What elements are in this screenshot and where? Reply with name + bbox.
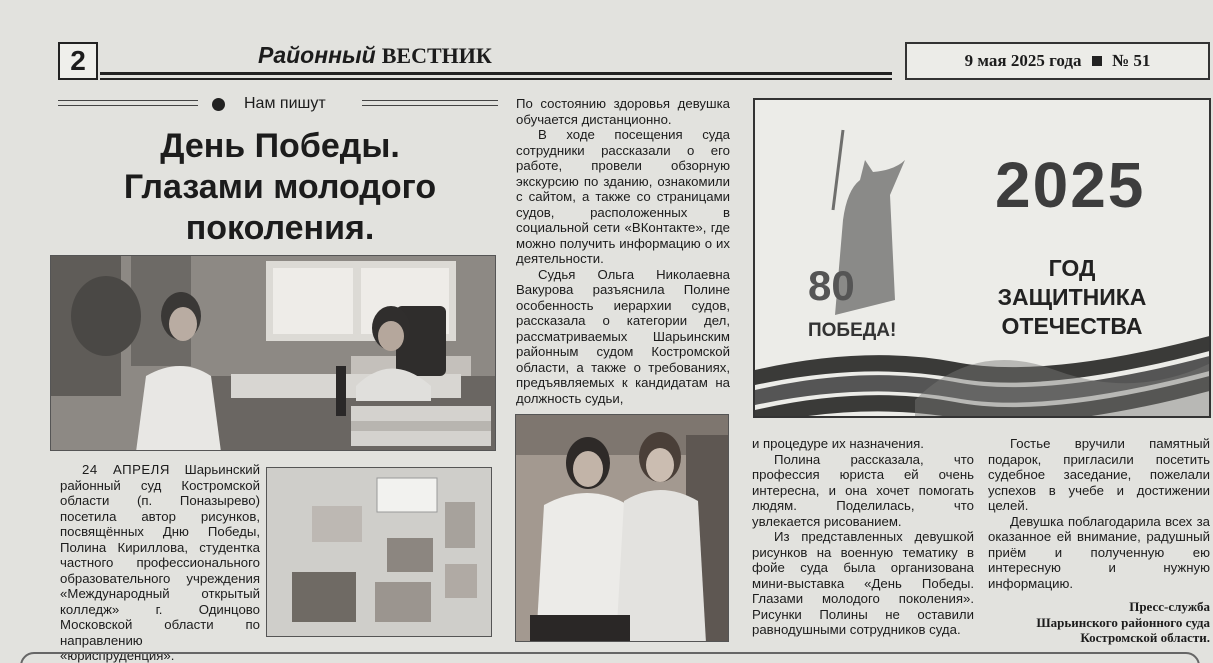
issue-date-box [905, 42, 1210, 80]
lead-text: Шарьинский районный суд Костромской области (п. Поназырево) посетила автор рисунков, посвящённых Дню Победы, Полина Кириллова, студентка частного профессионального образовательного учреждения «Международный открытый колледж» г. Одинцово Московской области по направлению «юриспруденция». [60, 462, 260, 663]
article-headline [100, 126, 460, 249]
paragraph: и процедуре их назначения. [752, 436, 924, 451]
paragraph: В ходе посещения суда сотрудники рассказали о его работе, провели обзорную экскурсию по зданию, ознакомили с сайтом, а также со страницами судов, расположенных в социальной сети «ВКонтакте», где можно получить информацию о их деятельности. [516, 127, 730, 266]
page-number: 2 [58, 42, 98, 80]
paragraph-intro [60, 462, 260, 663]
rubric-label: Нам пишут [244, 95, 326, 112]
lead-date: 24 АПРЕЛЯ [82, 462, 170, 477]
photo-drawings-exhibition [266, 467, 492, 637]
headline-line-2: Глазами молодого [123, 168, 437, 206]
paragraph: По состоянию здоровья девушка обучается дистанционно. [516, 96, 730, 127]
headline-line-3: поколения. [185, 209, 375, 247]
photo-meeting-illustration [51, 256, 496, 451]
newspaper-title-part2: ВЕСТНИК [381, 43, 492, 68]
article-signature [988, 599, 1210, 646]
paragraph: Из представленных девушкой рисунков на военную тематику в фойе суда была организована мини-выставка «День Победы. Глазами молодого поколения». Рисунки Полины не оставили равнодушными сотрудников суда. [752, 529, 974, 637]
photo-portrait-illustration [516, 415, 729, 642]
banner-year: 2025 [995, 149, 1146, 221]
signature-line-1: Пресс-служба [1129, 599, 1210, 614]
emblem-word: ПОБЕДА! [808, 320, 897, 341]
paragraph: Судья Ольга Николаевна Вакурова разъяснила Полине особенность иерархии судов, рассказала о категории дел, рассматриваемых Шарьинским районным судом Костромской области, а также о требованиях, предъявляемых к кандидатам на должность судьи, [516, 266, 730, 406]
photo-judge-and-student [515, 414, 729, 642]
banner-slogan [972, 254, 1172, 341]
emblem-number: 80 [808, 262, 855, 309]
rubric [58, 96, 498, 114]
signature-line-2: Шарьинского районного суда [1036, 614, 1210, 630]
slogan-line-1: ГОД [1048, 255, 1096, 281]
newspaper-title-part1: Районный [258, 42, 376, 68]
article-column-3 [752, 436, 974, 638]
rubric-rule-left [58, 100, 198, 106]
issue-date: 9 мая 2025 года [964, 51, 1082, 70]
rubric-rule-right [362, 100, 498, 106]
square-bullet-icon [1092, 56, 1102, 66]
bottom-frame [20, 652, 1200, 663]
photo-meeting-with-judge [50, 255, 496, 451]
bullet-icon [212, 98, 225, 111]
headline-line-1: День Победы. [160, 127, 400, 165]
photo-exhibition-illustration [267, 468, 492, 637]
paragraph: Полина рассказала, что профессия юриста ей очень интересна, и она хочет помогать людям. Поделилась, что увлекается рисованием. [752, 451, 974, 529]
masthead-rule [100, 72, 892, 80]
issue-number: № 51 [1111, 51, 1151, 70]
article-column-2 [516, 96, 730, 406]
paragraph: Девушка поблагодарила всех за оказанное ей внимание, радушный приём и полученную ею интересную и нужную информацию. [988, 513, 1210, 591]
paragraph: Гостье вручили памятный подарок, пригласили посетить судебное заседание, пожелали успехов в учебе и достижении целей. [988, 436, 1210, 513]
slogan-line-2: ЗАЩИТНИКА [997, 284, 1147, 310]
slogan-line-3: ОТЕЧЕСТВА [1001, 313, 1143, 339]
newspaper-title [252, 42, 498, 69]
article-column-1 [60, 462, 260, 663]
signature-line-3: Костромской области. [1080, 630, 1210, 645]
article-column-4 [988, 436, 1210, 646]
